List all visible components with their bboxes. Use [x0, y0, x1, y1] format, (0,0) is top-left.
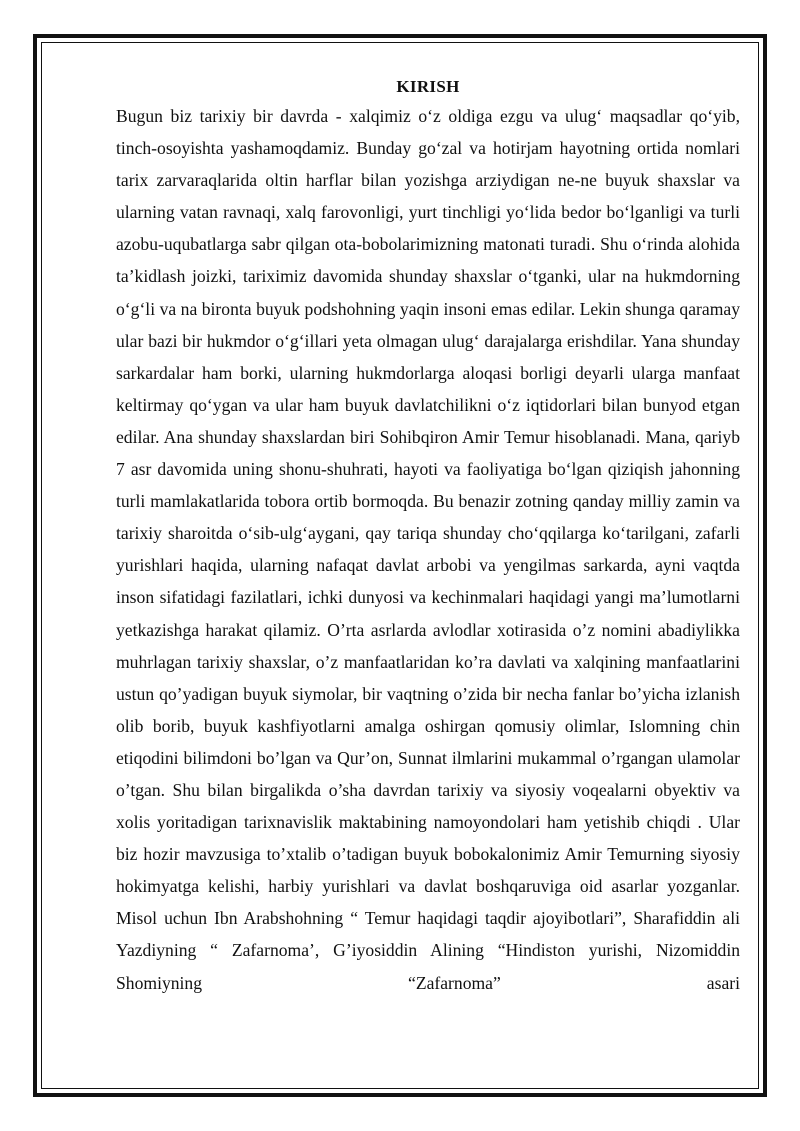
body-paragraph: Bugun biz tarixiy bir davrda - xalqimiz o‘z oldiga ezgu va ulug‘ maqsadlar qo‘yib, tinch-osoyishta yashamoqdamiz. Bunday go‘zal va hotirjam hayotning ortida nomlari tarix zarvaraqlarida oltin harflar bilan yozishga arziydigan ne-ne buyuk shaxslar va ularning vatan ravnaqi, xalq farovonligi, yurt tinchligi yo‘lida bedor bo‘lganligi va turli azobu-uqubatlarga sabr qilgan ota-bobolarimizning matonati turadi. Shu o‘rinda alohida ta’kidlash joizki, tariximiz davomida shunday shaxslar o‘tganki, ular na hukmdorning o‘g‘li va na bironta buyuk podshohning yaqin insoni emas edilar. Lekin shunga qaramay ular bazi bir hukmdor o‘g‘illari yeta olmagan ulug‘ darajalarga erishdilar. Yana shunday sarkardalar ham borki, ularning hukmdorlarga aloqasi borligi deyarli ularga manfaat keltirmay qo‘ygan va ular ham buyuk davlatchilikni o‘z iqtidorlari bilan bunyod etgan edilar. Ana shunday shaxslardan biri Sohibqiron Amir Temur hisoblanadi. Mana, qariyb 7 asr davomida uning shonu-shuhrati, hayoti va faoliyatiga bo‘lgan qiziqish jahonning turli mamlakatlarida tobora ortib bormoqda. Bu benazir zotning qanday milliy zamin va tarixiy sharoitda o‘sib-ulg‘aygani, qay tariqa shunday cho‘qqilarga ko‘tarilgani, zafarli yurishlari haqida, ularning nafaqat davlat arbobi va yengilmas sarkarda, ayni vaqtda inson sifatidagi fazilatlari, ichki dunyosi va kechinmalari haqidagi yangi ma’lumotlarni yetkazishga harakat qilamiz. O’rta asrlarda avlodlar xotirasida o’z nomini abadiylikka muhrlagan tarixiy shaxslar, o’z manfaatlaridan ko’ra davlati va xalqining manfaatlarini ustun qo’yadigan buyuk siymolar, bir vaqtning o’zida bir necha fanlar bo’yicha izlanish olib borib, buyuk kashfiyotlarni amalga oshirgan qomusiy olimlar, Islomning chin etiqodini bilimdoni bo’lgan va Qur’on, Sunnat ilmlarini mukammal o’rgangan ulamolar o’tgan. Shu bilan birgalikda o’sha davrdan tarixiy va siyosiy voqealarni obyektiv va xolis yoritadigan tarixnavislik maktabining namoyondolari ham yetishib chiqdi . Ular biz hozir mavzusiga to’xtalib o’tadigan buyuk bobokalonimiz Amir Temurning siyosiy hokimyatga kelishi, harbiy yurishlari va davlat boshqaruviga oid asarlar yozganlar. Misol uchun Ibn Arabshohning “ Temur haqidagi taqdir ajoyibotlari”, Sharafiddin ali Yazdiyning “ Zafarnoma’, G’iyosiddin Alining “Hindiston yurishi, Nizomiddin Shomiyning “Zafarnoma” asari: [116, 106, 740, 993]
document-content: [116, 74, 740, 999]
document-title: KIRISH: [396, 77, 460, 96]
